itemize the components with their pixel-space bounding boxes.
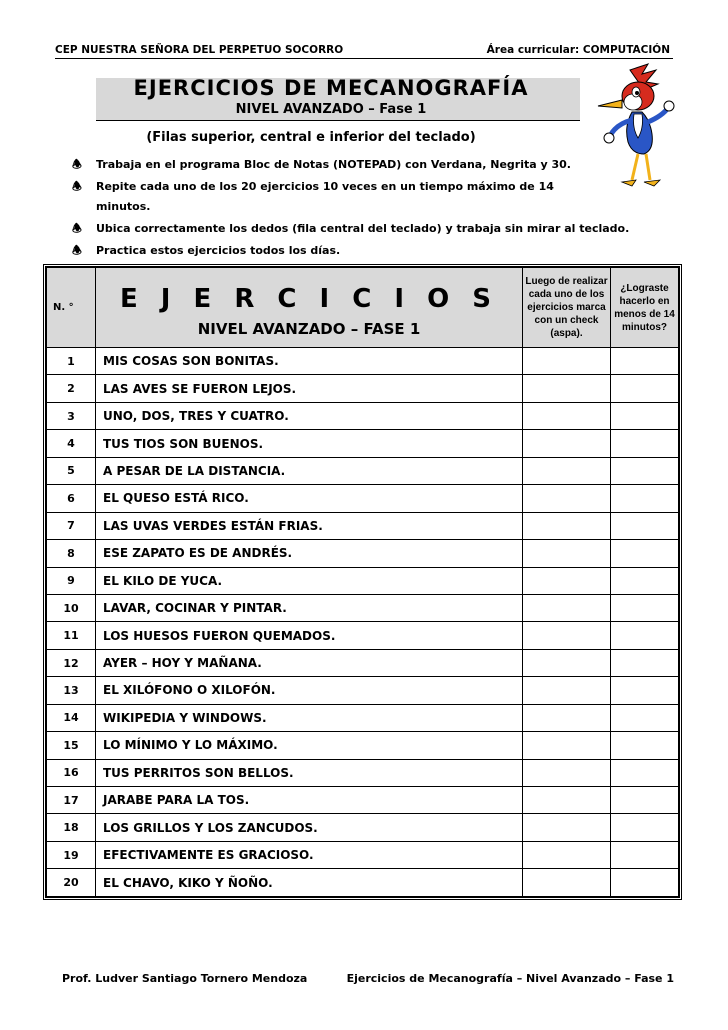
table-row bbox=[47, 704, 679, 731]
table-header-row bbox=[47, 268, 679, 348]
time-cell[interactable] bbox=[611, 402, 679, 429]
check-cell[interactable] bbox=[523, 540, 611, 567]
exercise-number: 7 bbox=[47, 512, 96, 539]
document-level: NIVEL AVANZADO – Fase 1 bbox=[235, 102, 427, 117]
column-header-number: N. ° bbox=[47, 268, 96, 348]
check-cell[interactable] bbox=[523, 375, 611, 402]
check-cell[interactable] bbox=[523, 841, 611, 868]
table-row bbox=[47, 430, 679, 457]
table-row bbox=[47, 622, 679, 649]
check-cell[interactable] bbox=[523, 485, 611, 512]
time-cell[interactable] bbox=[611, 348, 679, 375]
exercise-number: 1 bbox=[47, 348, 96, 375]
exercise-number: 3 bbox=[47, 402, 96, 429]
column-header-exercises bbox=[96, 268, 523, 348]
table-row bbox=[47, 457, 679, 484]
exercise-text: LAS UVAS VERDES ESTÁN FRIAS. bbox=[96, 512, 523, 539]
instructions-list bbox=[72, 155, 652, 263]
check-cell[interactable] bbox=[523, 567, 611, 594]
check-cell[interactable] bbox=[523, 759, 611, 786]
exercise-number: 19 bbox=[47, 841, 96, 868]
table-row bbox=[47, 649, 679, 676]
exercise-text: EL XILÓFONO O XILOFÓN. bbox=[96, 677, 523, 704]
exercise-number: 6 bbox=[47, 485, 96, 512]
exercise-text: EL KILO DE YUCA. bbox=[96, 567, 523, 594]
instruction-item: 🕭 Practica estos ejercicios todos los días. bbox=[72, 241, 652, 261]
exercise-text: ESE ZAPATO ES DE ANDRÉS. bbox=[96, 540, 523, 567]
time-cell[interactable] bbox=[611, 540, 679, 567]
document-title: EJERCICIOS DE MECANOGRAFÍA bbox=[133, 76, 529, 100]
exercise-number: 13 bbox=[47, 677, 96, 704]
time-cell[interactable] bbox=[611, 485, 679, 512]
table-row bbox=[47, 841, 679, 868]
bell-icon: 🕭 bbox=[72, 158, 82, 171]
time-cell[interactable] bbox=[611, 677, 679, 704]
document-subtitle: (Filas superior, central e inferior del teclado) bbox=[146, 130, 476, 145]
exercise-text: LAVAR, COCINAR Y PINTAR. bbox=[96, 594, 523, 621]
time-cell[interactable] bbox=[611, 704, 679, 731]
title-rule bbox=[96, 120, 580, 121]
check-cell[interactable] bbox=[523, 649, 611, 676]
table-row bbox=[47, 540, 679, 567]
exercise-number: 20 bbox=[47, 869, 96, 897]
instruction-item: 🕭 Trabaja en el programa Bloc de Notas (NOTEPAD) con Verdana, Negrita y 30. bbox=[72, 155, 652, 175]
check-cell[interactable] bbox=[523, 594, 611, 621]
exercises-table bbox=[43, 264, 682, 900]
time-cell[interactable] bbox=[611, 594, 679, 621]
time-cell[interactable] bbox=[611, 841, 679, 868]
time-cell[interactable] bbox=[611, 814, 679, 841]
time-cell[interactable] bbox=[611, 787, 679, 814]
exercise-text: EL CHAVO, KIKO Y ÑOÑO. bbox=[96, 869, 523, 897]
exercise-number: 14 bbox=[47, 704, 96, 731]
bell-icon: 🕭 bbox=[72, 180, 82, 193]
instruction-item: 🕭 Repite cada uno de los 20 ejercicios 10 veces en un tiempo máximo de 14 minutos. bbox=[72, 177, 596, 217]
check-cell[interactable] bbox=[523, 622, 611, 649]
exercise-number: 16 bbox=[47, 759, 96, 786]
table-row bbox=[47, 348, 679, 375]
table-row bbox=[47, 814, 679, 841]
exercise-text: LOS HUESOS FUERON QUEMADOS. bbox=[96, 622, 523, 649]
exercise-text: TUS TIOS SON BUENOS. bbox=[96, 430, 523, 457]
footer-document-name: Ejercicios de Mecanografía – Nivel Avanzado – Fase 1 bbox=[346, 972, 674, 985]
check-cell[interactable] bbox=[523, 814, 611, 841]
header-rule bbox=[55, 58, 673, 59]
footer-author: Prof. Ludver Santiago Tornero Mendoza bbox=[62, 972, 308, 985]
exercise-number: 17 bbox=[47, 787, 96, 814]
exercise-number: 4 bbox=[47, 430, 96, 457]
exercise-number: 9 bbox=[47, 567, 96, 594]
table-row bbox=[47, 485, 679, 512]
time-cell[interactable] bbox=[611, 649, 679, 676]
exercise-text: LOS GRILLOS Y LOS ZANCUDOS. bbox=[96, 814, 523, 841]
exercise-number: 5 bbox=[47, 457, 96, 484]
check-cell[interactable] bbox=[523, 402, 611, 429]
exercise-number: 11 bbox=[47, 622, 96, 649]
time-cell[interactable] bbox=[611, 512, 679, 539]
check-cell[interactable] bbox=[523, 457, 611, 484]
column-header-time: ¿Lograste hacerlo en menos de 14 minutos? bbox=[611, 268, 679, 348]
table-row bbox=[47, 594, 679, 621]
check-cell[interactable] bbox=[523, 512, 611, 539]
exercise-number: 15 bbox=[47, 732, 96, 759]
time-cell[interactable] bbox=[611, 622, 679, 649]
table-row bbox=[47, 512, 679, 539]
table-row bbox=[47, 759, 679, 786]
check-cell[interactable] bbox=[523, 787, 611, 814]
exercise-text: LO MÍNIMO Y LO MÁXIMO. bbox=[96, 732, 523, 759]
table-row bbox=[47, 732, 679, 759]
time-cell[interactable] bbox=[611, 375, 679, 402]
exercise-number: 10 bbox=[47, 594, 96, 621]
time-cell[interactable] bbox=[611, 457, 679, 484]
exercise-number: 2 bbox=[47, 375, 96, 402]
table-row bbox=[47, 375, 679, 402]
check-cell[interactable] bbox=[523, 704, 611, 731]
time-cell[interactable] bbox=[611, 567, 679, 594]
time-cell[interactable] bbox=[611, 759, 679, 786]
bell-icon: 🕭 bbox=[72, 222, 82, 235]
exercise-text: A PESAR DE LA DISTANCIA. bbox=[96, 457, 523, 484]
table-row bbox=[47, 869, 679, 897]
exercise-text: EL QUESO ESTÁ RICO. bbox=[96, 485, 523, 512]
table-row bbox=[47, 787, 679, 814]
school-name: CEP NUESTRA SEÑORA DEL PERPETUO SOCORRO bbox=[55, 44, 344, 56]
exercise-text: UNO, DOS, TRES Y CUATRO. bbox=[96, 402, 523, 429]
table-row bbox=[47, 402, 679, 429]
check-cell[interactable] bbox=[523, 677, 611, 704]
time-cell[interactable] bbox=[611, 732, 679, 759]
check-cell[interactable] bbox=[523, 430, 611, 457]
table-row bbox=[47, 677, 679, 704]
exercise-text: EFECTIVAMENTE ES GRACIOSO. bbox=[96, 841, 523, 868]
time-cell[interactable] bbox=[611, 430, 679, 457]
exercise-text: WIKIPEDIA Y WINDOWS. bbox=[96, 704, 523, 731]
exercise-text: TUS PERRITOS SON BELLOS. bbox=[96, 759, 523, 786]
instruction-item: 🕭 Ubica correctamente los dedos (fila central del teclado) y trabaja sin mirar al teclado. bbox=[72, 219, 652, 239]
exercise-text: JARABE PARA LA TOS. bbox=[96, 787, 523, 814]
exercise-number: 8 bbox=[47, 540, 96, 567]
exercises-heading: E J E R C I C I O S bbox=[119, 283, 499, 314]
exercises-level-heading: NIVEL AVANZADO – FASE 1 bbox=[197, 319, 421, 338]
bell-icon: 🕭 bbox=[72, 244, 82, 257]
time-cell[interactable] bbox=[611, 869, 679, 897]
exercise-number: 12 bbox=[47, 649, 96, 676]
check-cell[interactable] bbox=[523, 732, 611, 759]
check-cell[interactable] bbox=[523, 348, 611, 375]
exercise-text: LAS AVES SE FUERON LEJOS. bbox=[96, 375, 523, 402]
exercise-text: AYER – HOY Y MAÑANA. bbox=[96, 649, 523, 676]
exercise-number: 18 bbox=[47, 814, 96, 841]
table-row bbox=[47, 567, 679, 594]
exercise-text: MIS COSAS SON BONITAS. bbox=[96, 348, 523, 375]
check-cell[interactable] bbox=[523, 869, 611, 897]
curricular-area: Área curricular: COMPUTACIÓN bbox=[486, 44, 670, 56]
column-header-check: Luego de realizar cada uno de los ejercicios marca con un check (aspa). bbox=[523, 268, 611, 348]
